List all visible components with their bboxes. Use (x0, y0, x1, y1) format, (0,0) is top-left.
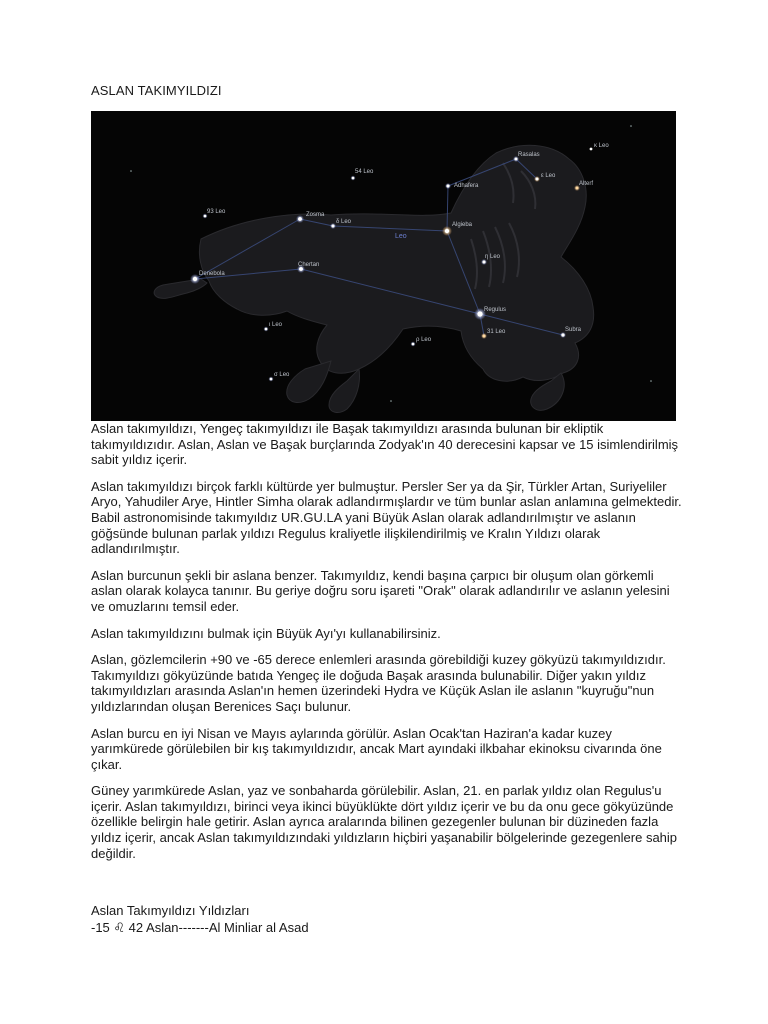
label-subra: Subra (565, 327, 582, 333)
lion-silhouette (154, 145, 594, 412)
leo-constellation-image (91, 111, 676, 421)
label-denebola: Denebola (199, 271, 225, 277)
faint-star (390, 400, 392, 402)
paragraph: Güney yarımkürede Aslan, yaz ve sonbaharda görülebilir. Aslan, 21. en parlak yıldız olan Regulus'u içerir. Aslan takımyıldızı, birinci veya ikinci büyüklükte dört yıldız içerir ve bu da onu gece gökyüzünde özellikle belirgin hale getirir. Aslan ayrıca aralarında bilinen gezegenler bulunan bir düzineden fazla yıldız içerir, ancak Aslan takımyıldızındaki yıldızların hiçbiri yaşanabilir bölgelerinde gezegenlere sahip değildir. (91, 783, 678, 861)
faint-star (630, 125, 632, 127)
label-delta-leo: δ Leo (336, 219, 352, 225)
label-sigma-leo: σ Leo (274, 372, 290, 378)
label-rasalas: Rasalas (518, 152, 540, 158)
label-kappa-leo: κ Leo (594, 143, 609, 149)
paragraph: Aslan takımyıldızı, Yengeç takımyıldızı ile Başak takımyıldızı arasında bulunan bir ekliptik takımyıldızıdır. Aslan, Aslan ve Başak burçlarında Zodyak'ın 40 derecesini kapsar ve 15 isimlendirilmiş sabit yıldız içerir. (91, 421, 679, 468)
label-rho-leo: ρ Leo (416, 337, 432, 343)
faint-star (130, 170, 132, 172)
paragraph: Aslan takımyıldızını bulmak için Büyük Ayı'yı kullanabilirsiniz. (91, 625, 441, 641)
label-iota-leo: ι Leo (269, 322, 283, 328)
stars-section-title: Aslan Takımyıldızı Yıldızları (91, 903, 250, 918)
faint-star (650, 380, 652, 382)
star-entry: -15 ♌ 42 Aslan-------Al Minliar al Asad (91, 920, 309, 935)
label-eta-leo: η Leo (485, 254, 501, 260)
paragraph: Aslan burcunun şekli bir aslana benzer. Takımyıldız, kendi başına çarpıcı bir oluşum olan görkemli aslan olarak kolayca tanınır. Bu geriye doğru soru işareti "Orak" olarak adlandırılır ve aslanın yelesini ve omuzlarını temsil eder. (91, 567, 670, 614)
star-kappa-leo (590, 148, 593, 151)
label-epsilon-leo: ε Leo (541, 173, 556, 179)
label-regulus: Regulus (484, 307, 507, 313)
sky-map (91, 111, 676, 421)
label-31-leo: 31 Leo (487, 329, 506, 335)
paragraph: Aslan, gözlemcilerin +90 ve -65 derece enlemleri arasında görebildiği kuzey gökyüzü takımyıldızıdır. Takımyıldızı gökyüzünde batıda Yengeç ile doğuda Başak arasında bulunabilir. Diğer yakın yıldız takımyıldızları arasında Aslan'ın hemen üzerindeki Hydra ve Küçük Aslan ile aslanın "kuyruğu"nun yıldızlarından oluşan Berenices Saçı bulunur. (91, 652, 666, 714)
page-title: ASLAN TAKIMYILDIZI (91, 83, 222, 98)
label-algieba: Algieba (452, 222, 473, 228)
label-adhafera: Adhafera (454, 183, 479, 189)
label-54-leo: 54 Leo (355, 169, 374, 175)
label-chertan: Chertan (298, 262, 320, 268)
paragraph: Aslan burcu en iyi Nisan ve Mayıs aylarında görülür. Aslan Ocak'tan Haziran'a kadar kuzey yarımkürede görülebilen bir kış takımyıldızıdır, ancak Mart ayındaki ilkbahar ekinoksu civarında öne çıkar. (91, 725, 662, 772)
document-body (91, 421, 683, 872)
label-alterf: Alterf (579, 181, 594, 187)
label-93-leo: 93 Leo (207, 209, 226, 215)
paragraph: Aslan takımyıldızı birçok farklı kültürde yer bulmuştur. Persler Ser ya da Şir, Türkler Artan, Suriyeliler Aryo, Yahudiler Arye, Hintler Simha olarak adlandırmışlardır ve tüm bunlar aslan anlamına gelmektedir. Babil astronomisinde takımyıldız UR.GU.LA yani Büyük Aslan olarak adlandırılmıştır ve aslanın göğsünde bulunan parlak yıldızı Regulus kraliyetle ilişkilendirilmiş ve Kralın Yıldızı olarak adlandırılmıştır. (91, 478, 682, 557)
label-zosma: Zosma (306, 212, 325, 218)
constellation-name: Leo (395, 233, 407, 240)
